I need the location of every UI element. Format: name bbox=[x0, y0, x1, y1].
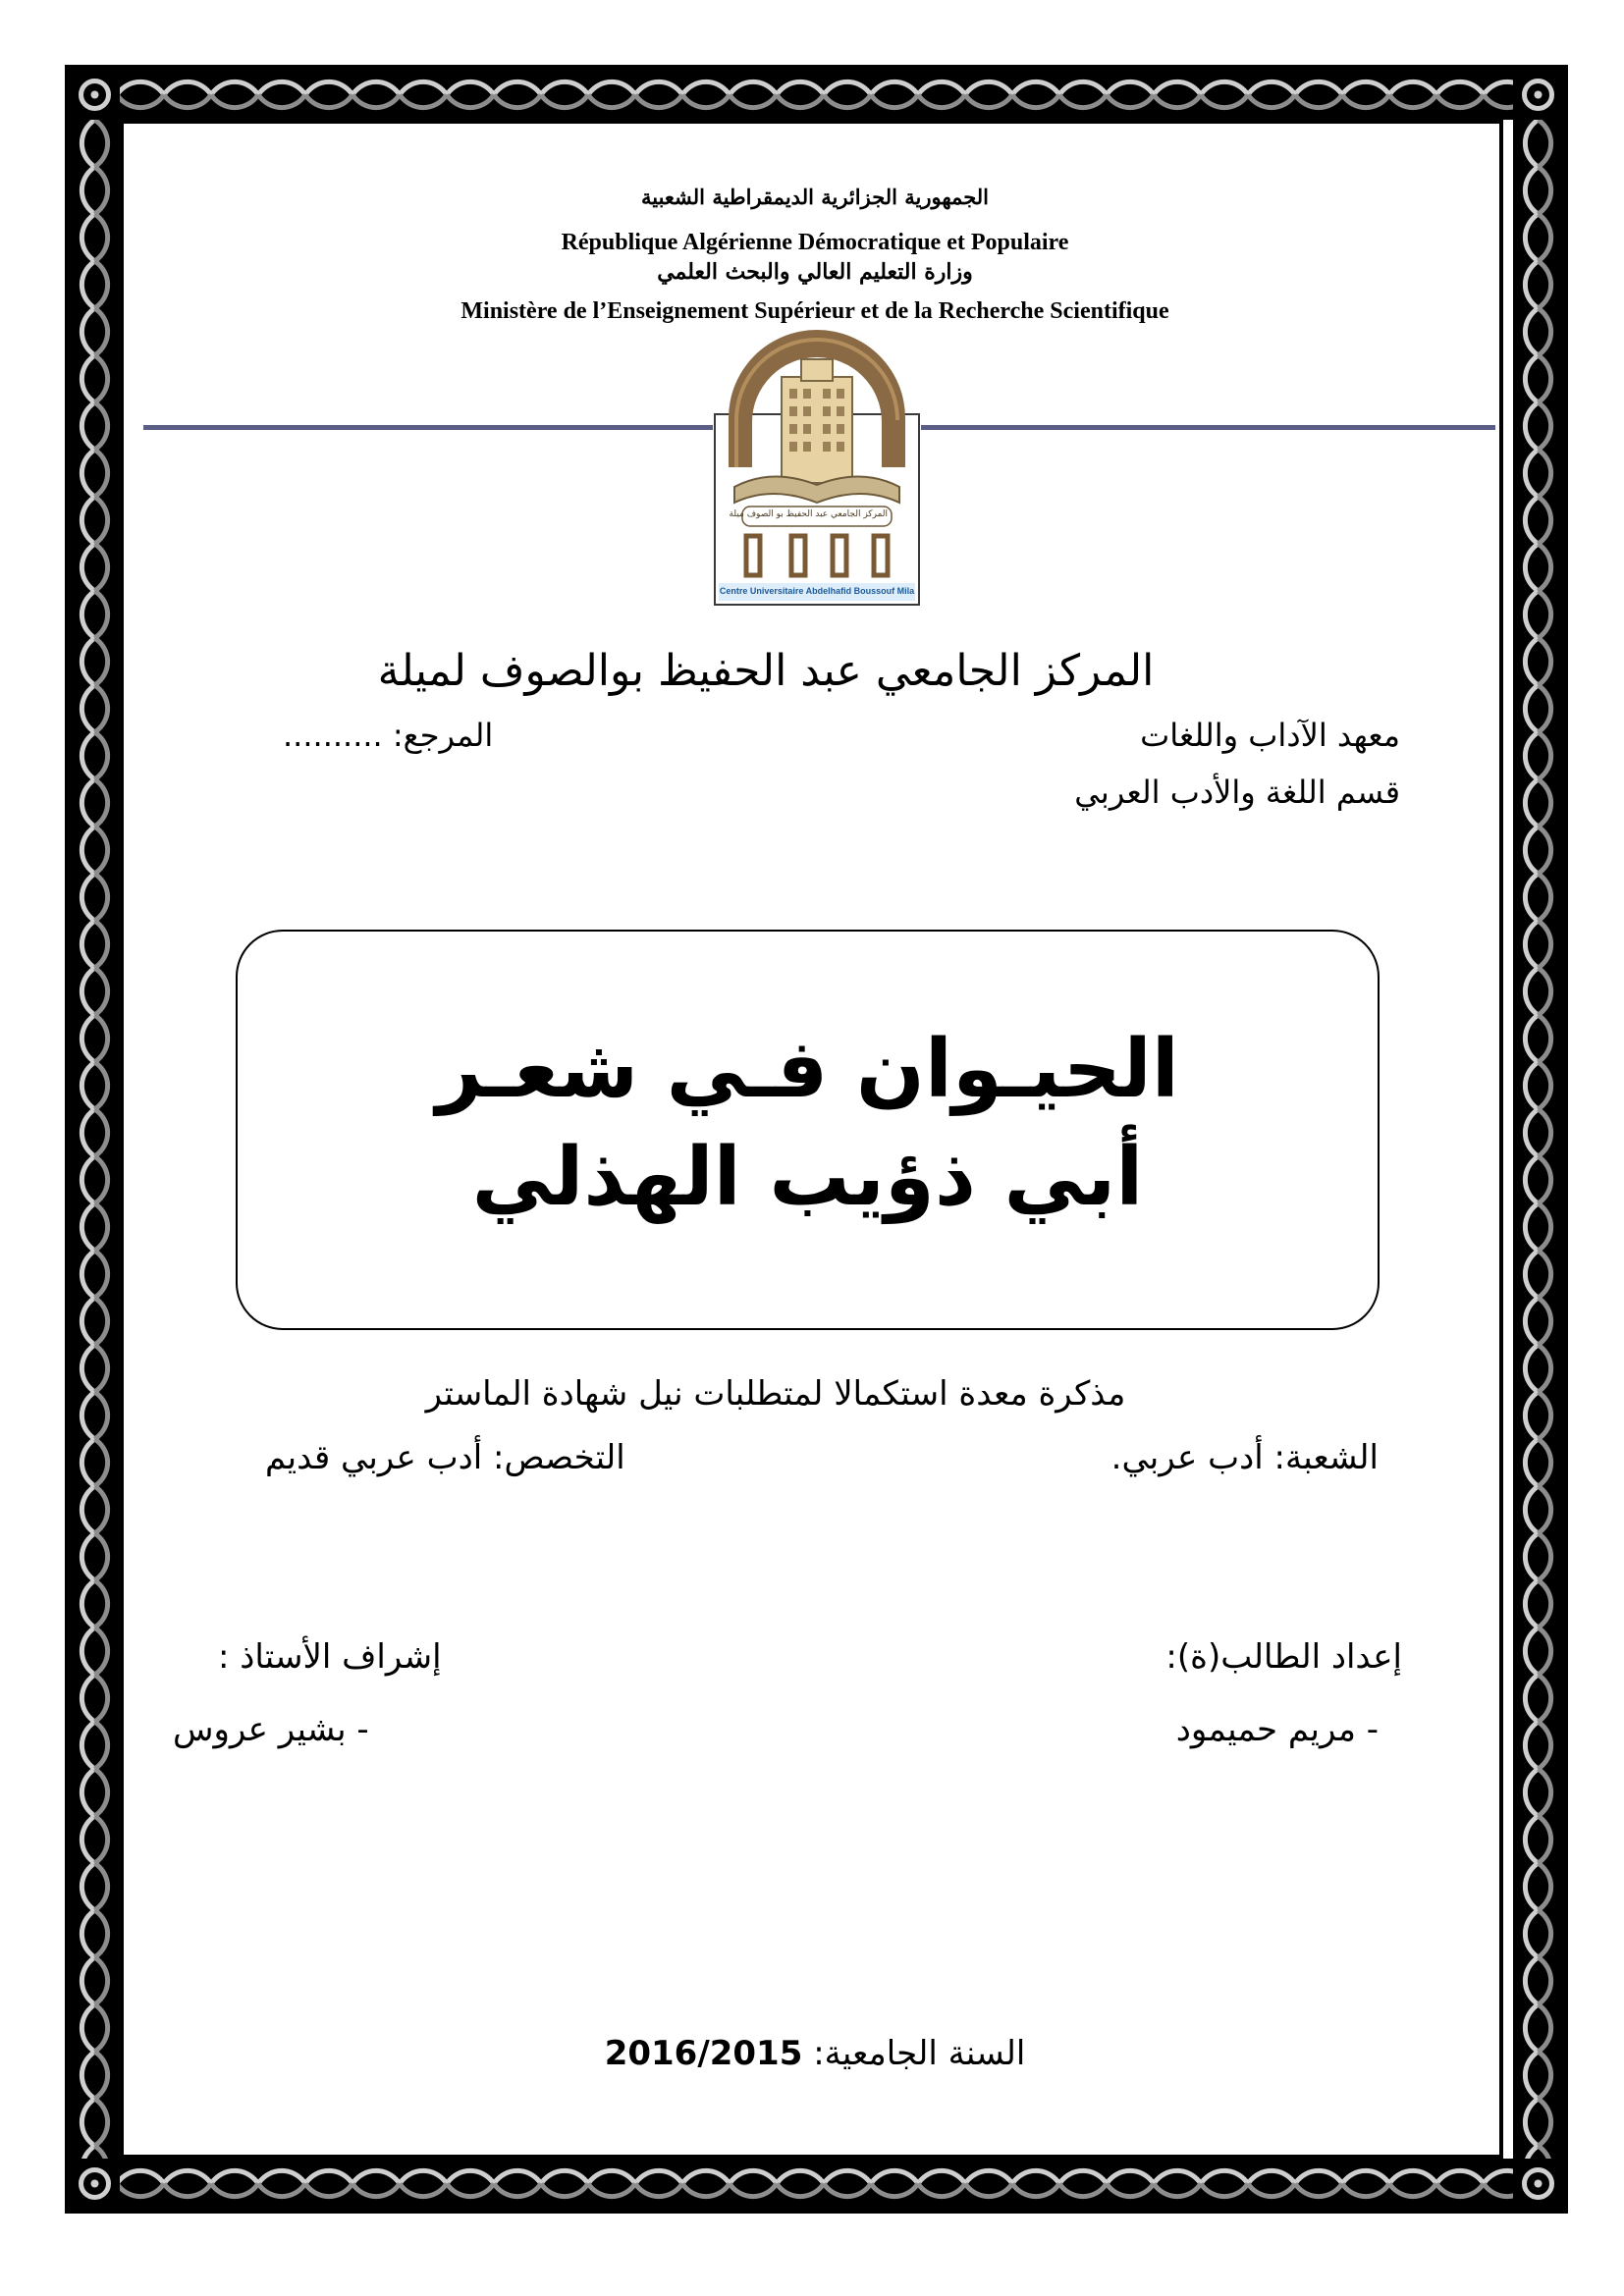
border-band-right bbox=[1513, 120, 1563, 2159]
logo-banner-text: المركز الجامعي عبد الحفيظ بو الصوف ميلة bbox=[729, 509, 888, 519]
institute-name: معهد الآداب واللغات bbox=[1140, 717, 1400, 754]
academic-year-value: 2016/2015 bbox=[604, 2034, 803, 2073]
memo-description: مذكرة معدة استكمالا لمتطلبات نيل شهادة الماستر bbox=[425, 1374, 1126, 1414]
branch-field: الشعبة: أدب عربي. bbox=[1110, 1438, 1379, 1477]
supervisor-name: - بشير عروس bbox=[173, 1710, 369, 1749]
student-name: - مريم حميمود bbox=[1175, 1710, 1379, 1749]
corner-ring-icon bbox=[1513, 2159, 1563, 2209]
supervision-label: إشراف الأستاذ : bbox=[218, 1637, 442, 1677]
academic-year-label: السنة الجامعية: bbox=[813, 2034, 1026, 2073]
thesis-title-line-1: الحيـوان فـي شعـر bbox=[436, 1023, 1179, 1116]
corner-ring-icon bbox=[1513, 70, 1563, 120]
thesis-title-line-2: أبي ذؤيب الهذلي bbox=[471, 1131, 1144, 1224]
corner-ring-icon bbox=[70, 70, 120, 120]
corner-ring-icon bbox=[70, 2159, 120, 2209]
logo-caption: Centre Universitaire Abdelhafid Boussouf Mila bbox=[719, 586, 915, 596]
university-building-logo bbox=[713, 320, 921, 607]
specialty-field: التخصص: أدب عربي قديم bbox=[265, 1438, 625, 1477]
header-rule-right bbox=[921, 425, 1495, 430]
header-rule-left bbox=[143, 425, 713, 430]
department-name: قسم اللغة والأدب العربي bbox=[1074, 774, 1400, 811]
prepared-by-label: إعداد الطالب(ة): bbox=[1165, 1637, 1402, 1677]
thesis-title-box bbox=[236, 930, 1380, 1330]
academic-year bbox=[550, 2034, 1080, 2073]
header-republic-fr: République Algérienne Démocratique et Populaire bbox=[561, 230, 1069, 255]
header-ministry-ar: وزارة التعليم العالي والبحث العلمي bbox=[657, 259, 973, 285]
border-band-bottom bbox=[70, 2159, 1563, 2209]
header-ministry-fr: Ministère de l’Enseignement Supérieur et de la Recherche Scientifique bbox=[460, 298, 1169, 324]
border-band-left bbox=[70, 120, 120, 2159]
university-center-name: المركز الجامعي عبد الحفيظ بوالصوف لميلة bbox=[377, 646, 1155, 696]
header-republic-ar: الجمهورية الجزائرية الديمقراطية الشعبية bbox=[640, 185, 989, 209]
border-band-top bbox=[70, 70, 1563, 120]
reference-field: المرجع: .......... bbox=[283, 717, 494, 754]
